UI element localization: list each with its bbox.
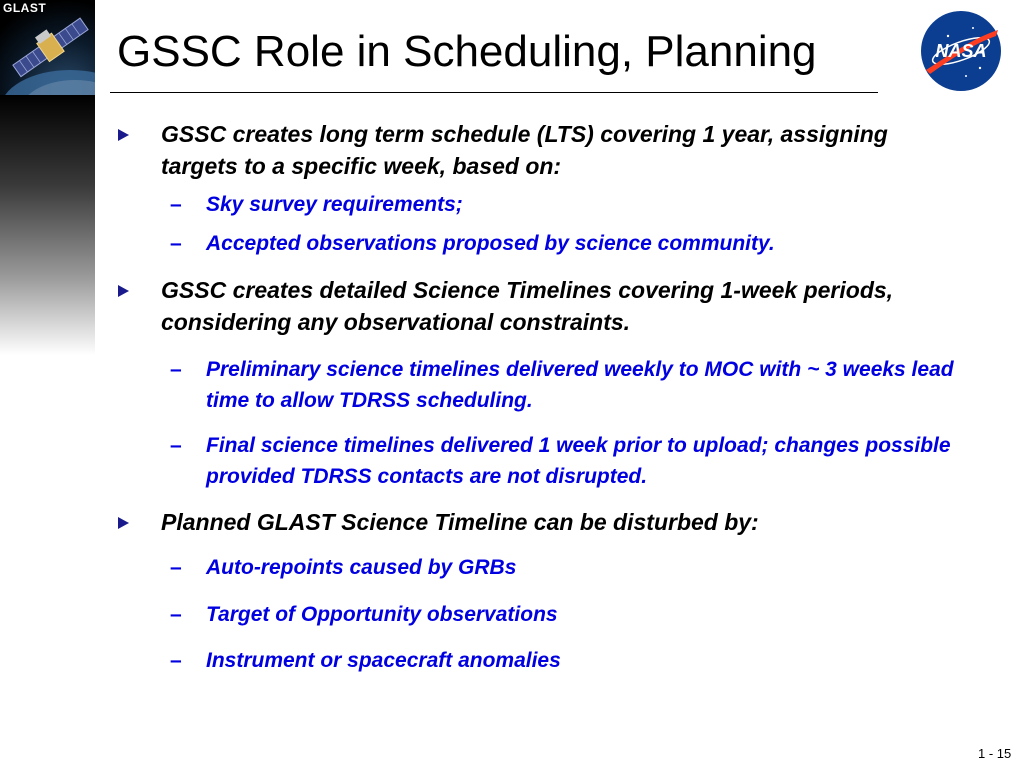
sub-bullet-text: Final science timelines delivered 1 week prior to upload; changes possible provided TDRSS contacts are not disrupted. (206, 434, 951, 488)
dash-marker: – (170, 358, 182, 381)
dash-marker: – (170, 232, 182, 255)
page-number: 1 - 15 (978, 746, 1012, 761)
sub-bullet-item (118, 552, 996, 583)
svg-text:NASA: NASA (935, 41, 987, 61)
sub-bullet-text: Sky survey requirements; (206, 193, 463, 216)
sub-bullet-text: Target of Opportunity observations (206, 603, 558, 626)
dash-marker: – (170, 603, 182, 626)
nasa-logo-icon (918, 8, 1004, 94)
bullet-text: GSSC creates detailed Science Timelines covering 1-week periods, considering any observational constraints. (161, 277, 894, 335)
bullet-text: GSSC creates long term schedule (LTS) covering 1 year, assigning targets to a specific week, based on: (161, 121, 888, 179)
sub-bullet-item (118, 228, 996, 259)
sub-bullet-text: Instrument or spacecraft anomalies (206, 649, 561, 672)
triangle-right-icon (118, 517, 129, 529)
sub-bullet-item (118, 599, 996, 630)
dash-marker: – (170, 193, 182, 216)
bullet-item (118, 118, 961, 182)
glast-logo (0, 0, 95, 95)
triangle-right-icon (118, 285, 129, 297)
sub-bullet-text: Auto-repoints caused by GRBs (206, 556, 517, 579)
sub-bullet-item (118, 189, 996, 220)
glast-logo-text: GLAST (3, 1, 47, 15)
sub-bullet-text: Accepted observations proposed by science community. (206, 232, 775, 255)
side-gradient-bar (0, 95, 95, 355)
slide-title: GSSC Role in Scheduling, Planning (117, 27, 817, 76)
title-divider (110, 92, 878, 93)
bullet-list (118, 118, 998, 676)
sub-bullet-item (118, 645, 996, 676)
sub-bullet-text: Preliminary science timelines delivered weekly to MOC with ~ 3 weeks lead time to allow TDRSS scheduling. (206, 358, 954, 412)
bullet-text: Planned GLAST Science Timeline can be disturbed by: (161, 509, 759, 535)
triangle-right-icon (118, 129, 129, 141)
sub-bullet-item (118, 430, 996, 492)
bullet-item (118, 274, 961, 338)
dash-marker: – (170, 434, 182, 457)
sub-bullet-item (118, 354, 996, 416)
dash-marker: – (170, 556, 182, 579)
bullet-item (118, 506, 961, 538)
dash-marker: – (170, 649, 182, 672)
